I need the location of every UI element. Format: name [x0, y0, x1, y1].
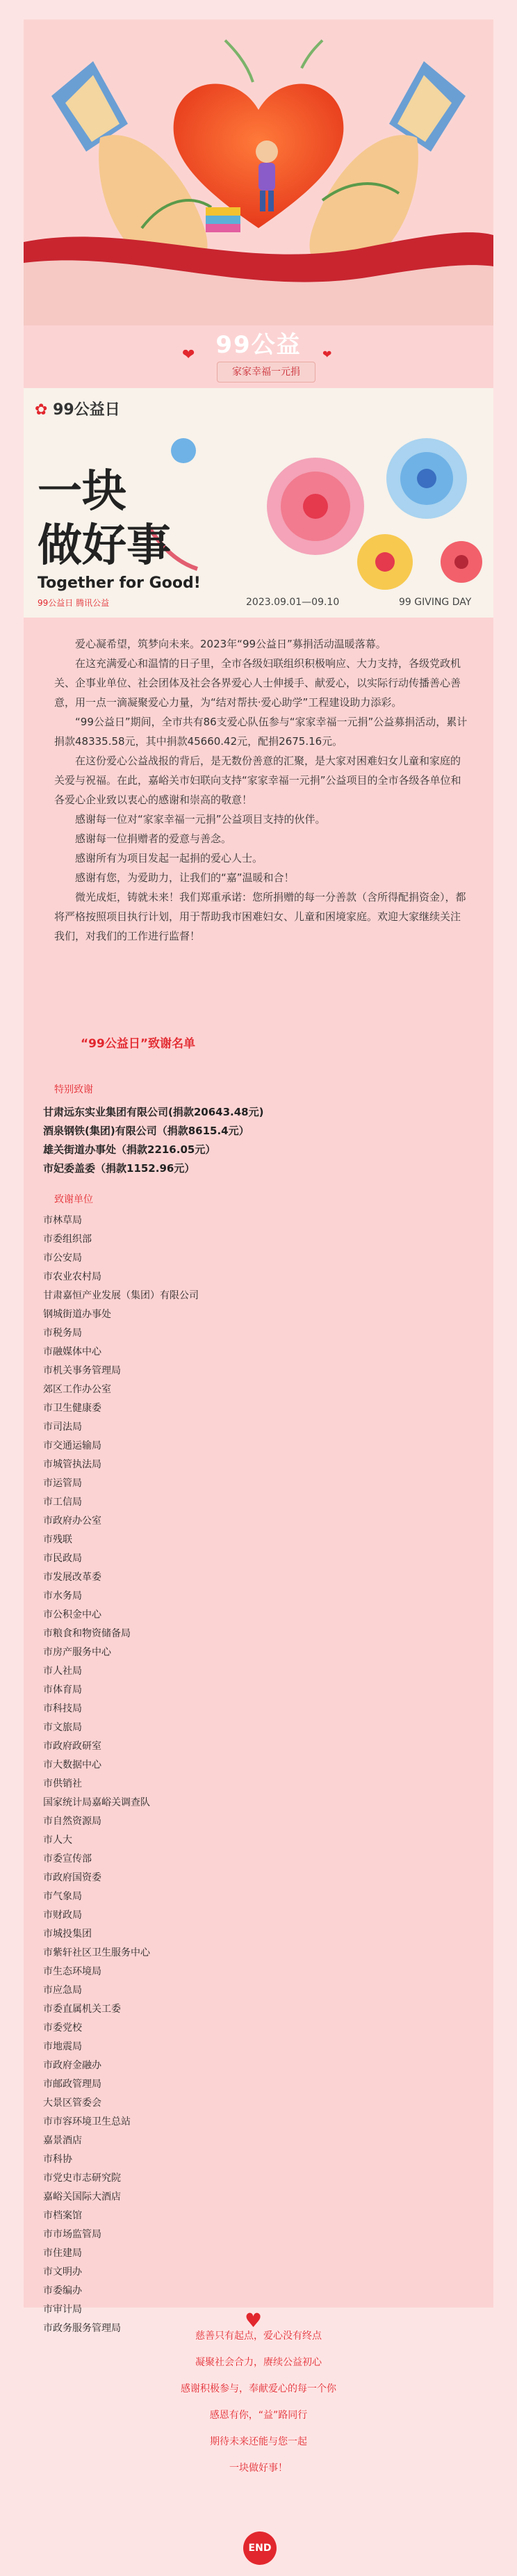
list-item: 市残联 — [43, 1534, 72, 1545]
list-item: 市农业农村局 — [43, 1271, 101, 1282]
list-item: 钢城街道办事处 — [43, 1309, 111, 1320]
end-badge: END — [243, 2531, 277, 2565]
list-item: 市工信局 — [43, 1497, 82, 1508]
list-item: 市生态环境局 — [43, 1966, 101, 1977]
list-item: 市科协 — [43, 2154, 72, 2165]
list-item: 市邮政管理局 — [43, 2079, 101, 2090]
list-item: 市档案馆 — [43, 2210, 82, 2221]
list-item: 郊区工作办公室 — [43, 1384, 111, 1395]
list-item: 市机关事务管理局 — [43, 1365, 121, 1376]
article-body — [54, 634, 468, 946]
body-paragraph: 感谢每一位对“家家幸福一元捐”公益项目支持的伙伴。 — [75, 813, 326, 826]
list-item: 市应急局 — [43, 1985, 82, 1996]
list-item: 市政府金融办 — [43, 2060, 101, 2071]
list-item: 市委直属机关工委 — [43, 2004, 121, 2015]
headline-line1: 一块 — [38, 465, 126, 517]
body-paragraph: 在这份爱心公益战报的背后，是无数份善意的汇聚，是大家对困难妇女儿童和家庭的关爱与祝福。在此，嘉峪关市妇联向支持“家家幸福一元捐”公益项目的全市各级各单位和各爱心企业致以衷心的感谢和崇高的敬意！ — [54, 755, 461, 806]
body-paragraph: “99公益日”期间，全市共有86支爱心队伍参与“家家幸福一元捐”公益募捐活动，累计捐款48335.58元，其中捐款45660.42元，配捐2675.16元。 — [54, 716, 468, 748]
list-item: 市政府政研室 — [43, 1741, 101, 1752]
list-item: 市司法局 — [43, 1422, 82, 1433]
body-paragraph: 感谢有您，为爱助力，让我们的“嘉”温暖和合！ — [75, 871, 295, 884]
list-item: 市城管执法局 — [43, 1459, 101, 1470]
list-item: 甘肃嘉恒产业发展（集团）有限公司 — [43, 1290, 199, 1301]
list-item: 市运管局 — [43, 1478, 82, 1489]
poster-logo-text: 99公益日 — [53, 401, 120, 419]
honor-list-title: “99公益日”致谢名单 — [81, 1037, 196, 1051]
list-item: 市文旅局 — [43, 1722, 82, 1733]
closing-line: 一块做好事！ — [229, 2463, 288, 2474]
list-item: 市人社局 — [43, 1666, 82, 1677]
body-paragraph: 感谢所有为项目发起一起捐的爱心人士。 — [75, 852, 263, 864]
poster-headline — [38, 465, 171, 573]
list-item: 酒泉钢铁(集团)有限公司（捐款8615.4元） — [43, 1125, 249, 1137]
list-item: 市气象局 — [43, 1891, 82, 1902]
closing-line: 凝聚社会合力，赓续公益初心 — [195, 2357, 322, 2368]
right-heart-icon: ❤ — [322, 348, 332, 361]
event-subtitle-badge: 家家幸福一元捐 — [217, 362, 315, 383]
list-item: 市政府国资委 — [43, 1872, 101, 1883]
list-item: 市地震局 — [43, 2041, 82, 2052]
body-paragraph: 感谢每一位捐赠者的爱意与善念。 — [75, 832, 232, 845]
list-item: 大景区管委会 — [43, 2098, 101, 2109]
list-item: 市人大 — [43, 1835, 72, 1846]
list-item: 市文明办 — [43, 2267, 82, 2278]
list-item: 市政府办公室 — [43, 1515, 101, 1527]
body-paragraph: 爱心凝希望，筑梦向未来。2023年“99公益日”募捐活动温暖落幕。 — [75, 638, 386, 650]
list-item: 国家统计局嘉峪关调查队 — [43, 1797, 150, 1808]
list-item: 市委党校 — [43, 2022, 82, 2034]
poster-giving-day: 99 GIVING DAY — [399, 597, 472, 608]
hero-illustration — [24, 19, 493, 325]
closing-line: 慈善只有起点，爱心没有终点 — [195, 2331, 322, 2342]
poster-english: Together for Good! — [38, 574, 201, 592]
headline-line2: 做好事 — [38, 520, 171, 572]
poster-orgs: 99公益日 腾讯公益 — [38, 598, 110, 608]
body-paragraph: 在这充满爱心和温情的日子里，全市各级妇联组织积极响应、大力支持，各级党政机关、企事业单位、社会团体及社会各界爱心人士伸援手、献爱心，以实际行动传播善心善意，用一点一滴凝聚爱心力量，为“结对帮扶·爱心助学”工程建设助力添彩。 — [54, 657, 461, 709]
heart-hand-icon: ♥ — [245, 2309, 263, 2332]
list-item: 市公积金中心 — [43, 1609, 101, 1620]
closing-line: 感谢积极参与，奉献爱心的每一个你 — [181, 2383, 336, 2394]
list-item: 市公安局 — [43, 1253, 82, 1264]
list-item: 市科技局 — [43, 1703, 82, 1714]
list-item: 市水务局 — [43, 1591, 82, 1602]
campaign-poster — [24, 388, 493, 618]
body-paragraph: 微光成炬，铸就未来！我们郑重承诺：您所捐赠的每一分善款（含所得配捐资金），都将严格按照项目执行计划，用于帮助我市困难妇女、儿童和困境家庭。欢迎大家继续关注我们，对我们的工作进行监督！ — [54, 891, 466, 942]
list-item: 市委编办 — [43, 2285, 82, 2296]
closing-line: 感恩有你，“益”路同行 — [209, 2410, 308, 2421]
hero-banner — [24, 19, 493, 325]
list-item: 市粮食和物资储备局 — [43, 1628, 131, 1639]
list-item: 市城投集团 — [43, 1929, 92, 1940]
list-item: 甘肃远东实业集团有限公司(捐款20643.48元) — [43, 1106, 264, 1118]
list-item: 市税务局 — [43, 1328, 82, 1339]
list-item: 市住建局 — [43, 2248, 82, 2259]
list-item: 市委宣传部 — [43, 1853, 92, 1865]
list-item: 市大数据中心 — [43, 1760, 101, 1771]
list-item: 市体育局 — [43, 1684, 82, 1696]
list-item: 市财政局 — [43, 1910, 82, 1921]
poster-dates: 2023.09.01—09.10 — [246, 597, 340, 608]
units-list — [43, 1211, 460, 2338]
list-item: 市供销社 — [43, 1778, 82, 1789]
list-item: 市紫轩社区卫生服务中心 — [43, 1947, 150, 1958]
closing-line: 期待未来还能与您一起 — [210, 2436, 307, 2447]
list-item: 市党史市志研究院 — [43, 2173, 121, 2184]
list-item: 市卫生健康委 — [43, 1403, 101, 1414]
list-item: 市自然资源局 — [43, 1816, 101, 1827]
list-item: 市融媒体中心 — [43, 1346, 101, 1358]
list-item: 市林草局 — [43, 1215, 82, 1226]
list-item: 市妃委盖委（捐款1152.96元） — [43, 1162, 195, 1175]
list-item: 市政务服务管理局 — [43, 2323, 121, 2334]
list-item: 市交通运输局 — [43, 1440, 101, 1451]
list-item: 市委组织部 — [43, 1234, 92, 1245]
list-item: 市审计局 — [43, 2304, 82, 2315]
units-label: 致谢单位 — [54, 1194, 93, 1205]
special-thanks-list — [43, 1103, 460, 1178]
list-item: 市市容环境卫生总站 — [43, 2116, 131, 2127]
list-item: 嘉峪关国际大酒店 — [43, 2191, 121, 2203]
list-item: 市发展改革委 — [43, 1572, 101, 1583]
list-item: 市市场监管局 — [43, 2229, 101, 2240]
special-thanks-label: 特别致谢 — [54, 1084, 93, 1095]
left-heart-icon: ❤ — [182, 346, 195, 364]
closing-lines — [0, 2323, 517, 2481]
list-item: 市房产服务中心 — [43, 1647, 111, 1658]
poster-logo: ✿ 99公益日 — [35, 401, 120, 419]
list-item: 市民政局 — [43, 1553, 82, 1564]
list-item: 雄关街道办事处（捐款2216.05元） — [43, 1143, 216, 1156]
list-item: 嘉景酒店 — [43, 2135, 82, 2146]
event-title: 99公益 — [215, 331, 302, 359]
